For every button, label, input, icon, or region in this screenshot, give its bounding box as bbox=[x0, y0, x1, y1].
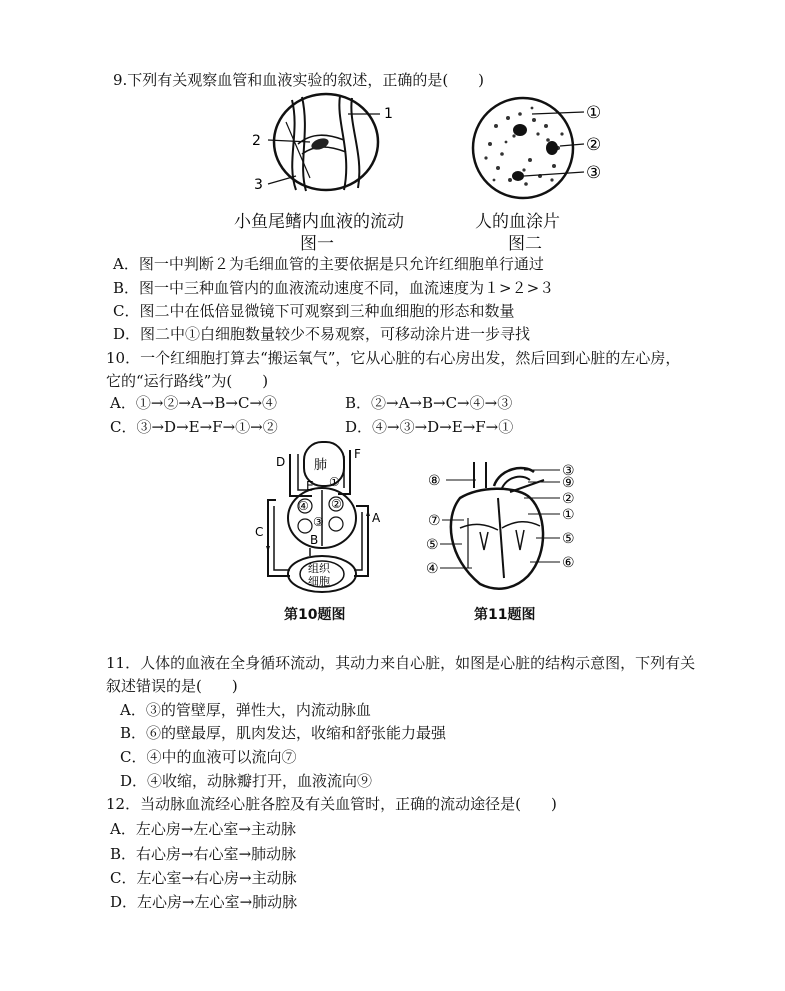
tissue-label-1: 组织 bbox=[308, 562, 330, 575]
heart-label-1: ① bbox=[562, 507, 575, 523]
fig2-mark-3: ③ bbox=[586, 163, 602, 183]
lung-label: 肺 bbox=[314, 458, 328, 473]
q12-stem: 12．当动脉血流经心脏各腔及有关血管时，正确的流动途径是( ) bbox=[106, 795, 557, 813]
label-F: F bbox=[354, 447, 361, 461]
heart-label-3: ③ bbox=[562, 463, 575, 479]
label-E: E bbox=[306, 479, 314, 493]
q12-option-c: C．左心室→右心房→主动脉 bbox=[110, 869, 297, 887]
q10-option-b: B．②→A→B→C→④→③ bbox=[345, 394, 513, 412]
fig2-label: 图二 bbox=[508, 234, 542, 254]
label-B: B bbox=[310, 533, 319, 547]
heart-label-8: ⑧ bbox=[428, 473, 441, 489]
label-D: D bbox=[276, 455, 286, 469]
label-circle-3: ③ bbox=[313, 515, 324, 529]
label-C: C bbox=[255, 525, 264, 539]
fig2-mark-1: ① bbox=[586, 103, 602, 123]
fig1-mark-1: 1 bbox=[384, 106, 393, 122]
heart-label-5-right: ⑤ bbox=[562, 531, 575, 547]
q9-option-d: D．图二中①白细胞数量较少不易观察，可移动涂片进一步寻找 bbox=[113, 325, 531, 343]
q10-figure-caption: 第10题图 bbox=[284, 607, 346, 623]
circulation-diagram bbox=[250, 436, 400, 596]
heart-structure-diagram bbox=[424, 458, 584, 598]
heart-label-6: ⑥ bbox=[562, 555, 575, 571]
q9-option-c: C．图二中在低倍显微镜下可观察到三种血细胞的形态和数量 bbox=[113, 302, 515, 320]
q11-figure-caption: 第11题图 bbox=[474, 607, 536, 623]
q10-option-c: C．③→D→E→F→①→② bbox=[110, 418, 278, 436]
fig1-label: 图一 bbox=[300, 234, 334, 254]
q10-stem-line1: 10．一个红细胞打算去“搬运氧气”，它从心脏的右心房出发，然后回到心脏的左心房， bbox=[106, 349, 681, 367]
q12-option-a: A．左心房→左心室→主动脉 bbox=[110, 820, 296, 838]
fig1-mark-2: 2 bbox=[252, 133, 261, 149]
fish-tail-blood-flow-figure bbox=[240, 92, 410, 202]
label-circle-2: ② bbox=[331, 497, 342, 511]
heart-label-2: ② bbox=[562, 491, 575, 507]
q12-option-d: D．左心房→左心室→肺动脉 bbox=[110, 893, 298, 911]
heart-label-5-left: ⑤ bbox=[426, 537, 439, 553]
q11-stem-line2: 叙述错误的是( ) bbox=[106, 677, 238, 695]
q9-option-b: B．图一中三种血管内的血液流动速度不同，血流速度为１>２>３ bbox=[113, 279, 555, 297]
label-A: A bbox=[372, 511, 381, 525]
q11-option-d: D．④收缩，动脉瓣打开，血液流向⑨ bbox=[120, 772, 373, 790]
q9-option-a: A．图一中判断２为毛细血管的主要依据是只允许红细胞单行通过 bbox=[113, 255, 544, 273]
q11-option-c: C．④中的血液可以流向⑦ bbox=[120, 748, 297, 766]
heart-label-4: ④ bbox=[426, 561, 439, 577]
heart-label-7: ⑦ bbox=[428, 513, 441, 529]
fig1-caption: 小鱼尾鳍内血液的流动 bbox=[234, 212, 404, 232]
q11-option-a: A．③的管壁厚，弹性大，内流动脉血 bbox=[120, 701, 371, 719]
q11-option-b: B．⑥的壁最厚，肌肉发达，收缩和舒张能力最强 bbox=[120, 724, 447, 742]
fig1-mark-3: 3 bbox=[254, 177, 263, 193]
label-circle-4: ④ bbox=[298, 499, 309, 513]
heart-label-9: ⑨ bbox=[562, 475, 575, 491]
q10-option-a: A．①→②→A→B→C→④ bbox=[110, 394, 278, 412]
fig2-mark-2: ② bbox=[586, 135, 602, 155]
blood-smear-figure bbox=[468, 96, 618, 206]
label-circle-1: ① bbox=[329, 475, 340, 489]
q9-stem: 9.下列有关观察血管和血液实验的叙述，正确的是( ) bbox=[113, 71, 485, 89]
q12-option-b: B．右心房→右心室→肺动脉 bbox=[110, 845, 297, 863]
q10-option-d: D．④→③→D→E→F→① bbox=[345, 418, 514, 436]
q10-stem-line2: 它的“运行路线”为( ) bbox=[106, 372, 269, 390]
fig2-caption: 人的血涂片 bbox=[475, 212, 560, 232]
tissue-label-2: 细胞 bbox=[308, 575, 330, 588]
q11-stem-line1: 11．人体的血液在全身循环流动，其动力来自心脏，如图是心脏的结构示意图，下列有关 bbox=[106, 654, 696, 672]
